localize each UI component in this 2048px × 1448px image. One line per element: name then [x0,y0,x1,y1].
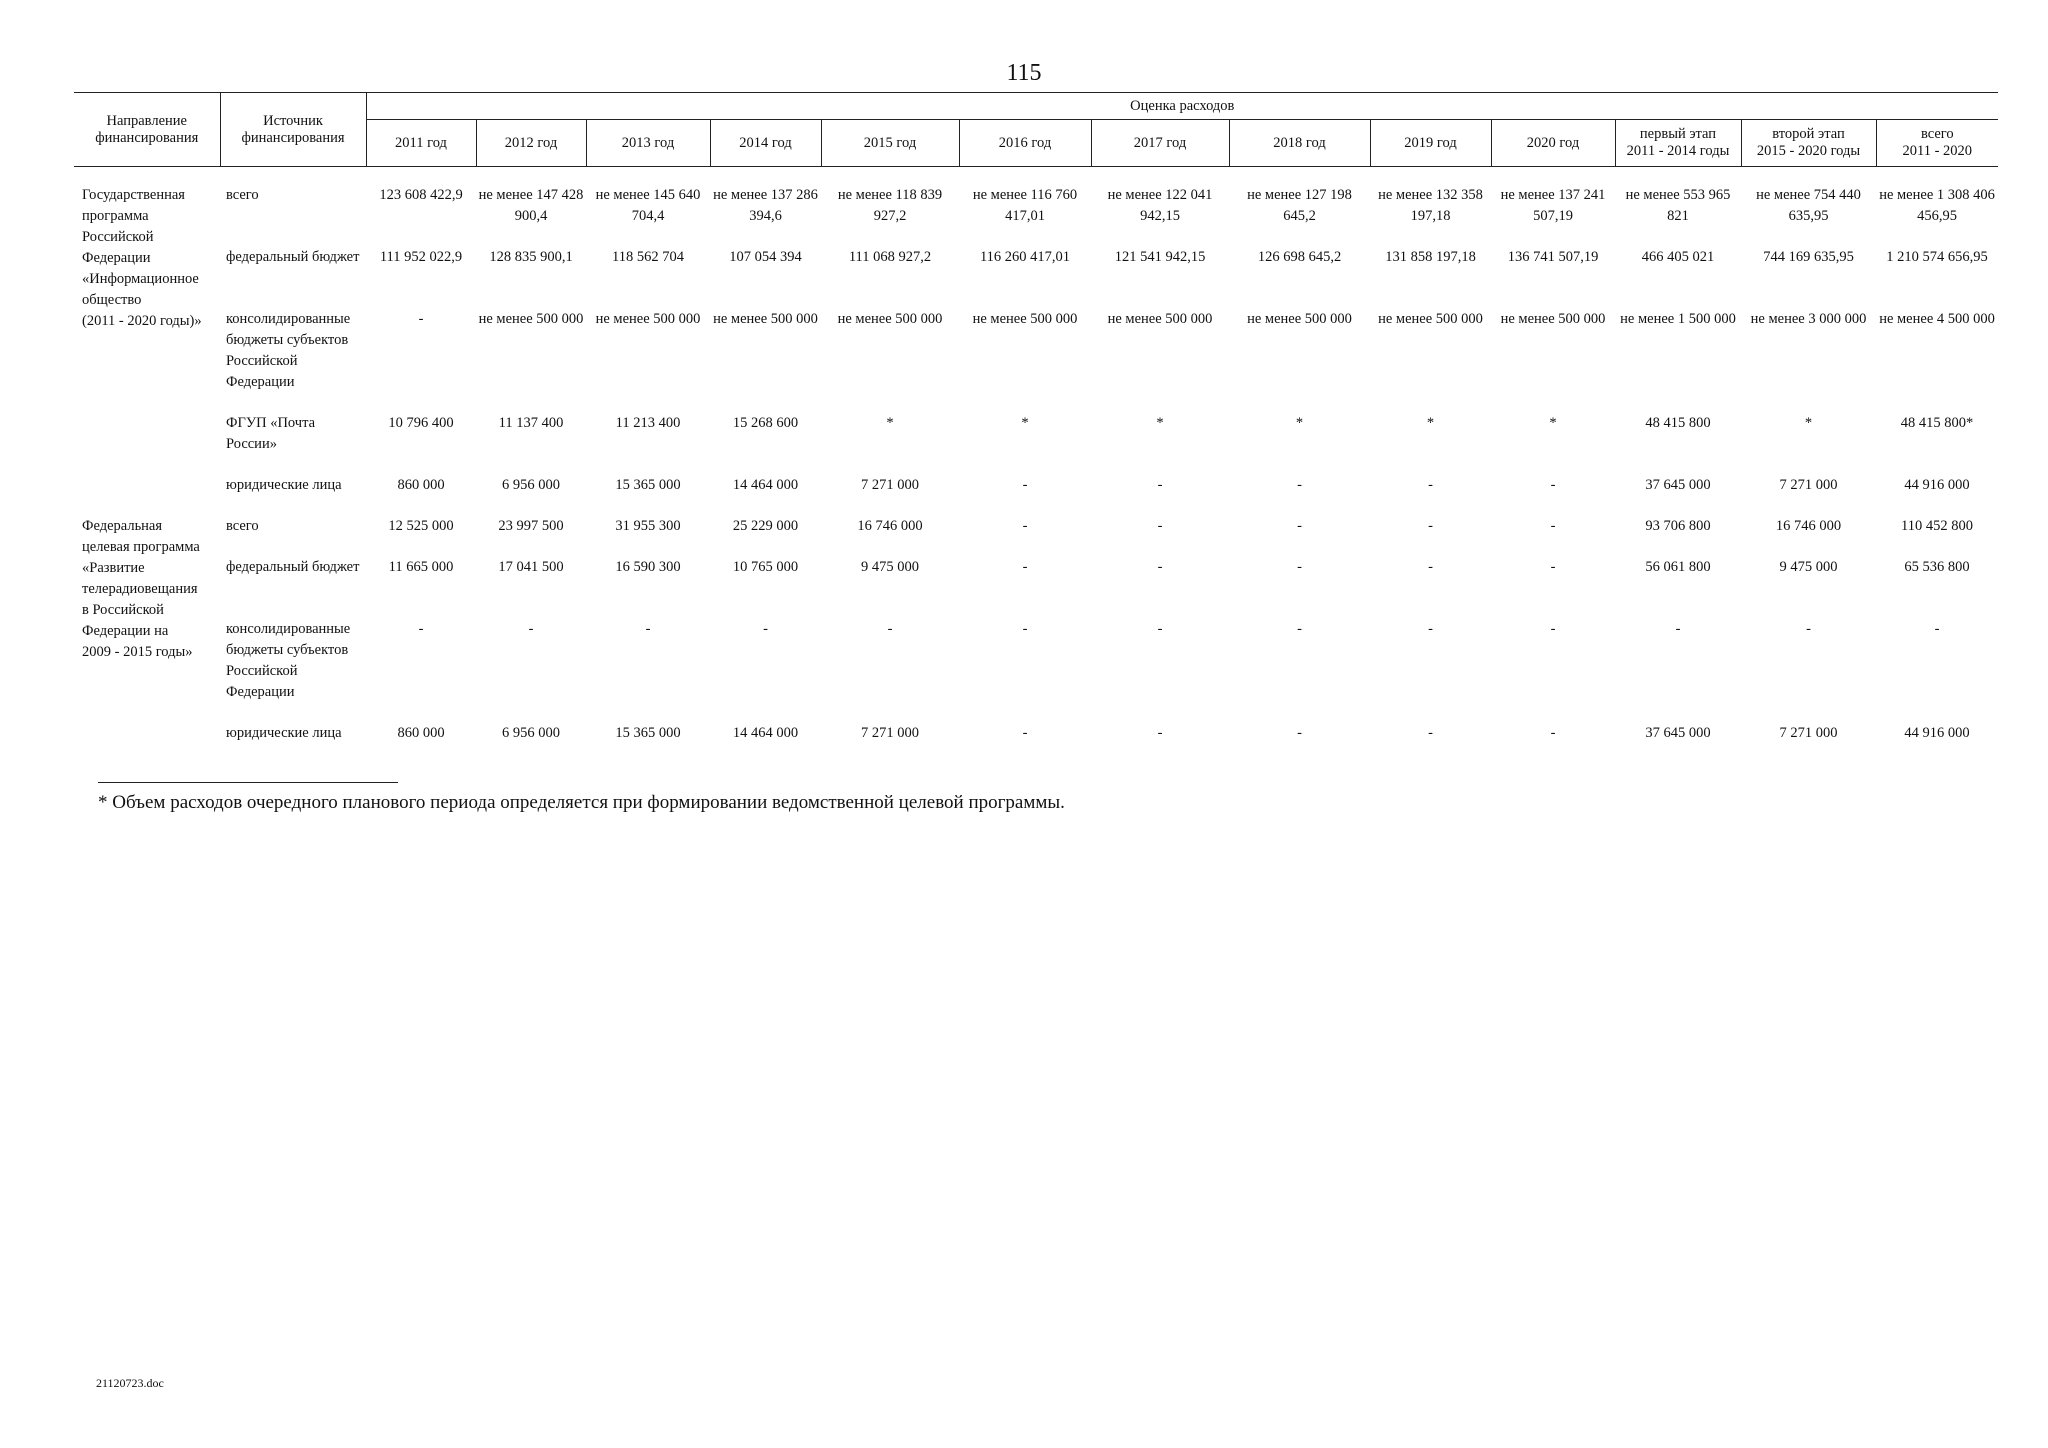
value-cell: 17 041 500 [498,559,564,575]
table-row [74,619,1998,723]
header-stage1-line1: первый этап [1639,126,1717,142]
value-cell: - [1022,477,1028,493]
direction-line: 2009 - 2015 годы» [82,644,193,660]
value-cell: не менее 1 500 000 [1620,311,1736,327]
value-cell: 131 858 197,18 [1385,249,1476,265]
value-cell: - [1022,518,1028,534]
value-cell: 11 213 400 [615,415,681,431]
header-year: 2020 год [1491,120,1615,167]
table-row [74,723,1998,764]
value-cell: не менее 116 760 417,01 [972,187,1078,224]
header-stage1-line2: 2011 - 2014 годы [1626,143,1730,159]
value-cell: не менее 137 286 394,6 [713,187,818,224]
value-cell: 1 210 574 656,95 [1886,249,1988,265]
direction-line: программа [82,208,149,224]
value-cell: не менее 127 198 645,2 [1247,187,1352,224]
value-cell: 56 061 800 [1645,559,1711,575]
value-cell: не менее 147 428 900,4 [478,187,584,224]
value-cell: - [1428,477,1433,493]
spacer-row [74,167,1998,186]
value-cell: - [1428,725,1433,741]
value-cell: 9 475 000 [1779,559,1838,575]
value-cell: 6 956 000 [502,725,560,741]
source-cell: ФГУП «Почта России» [226,415,316,452]
value-cell: 860 000 [397,477,445,493]
source-cell: юридические лица [226,725,342,741]
value-cell: 65 536 800 [1904,559,1970,575]
value-cell: 15 268 600 [732,415,799,431]
direction-line: Российской [82,229,154,245]
header-year: 2017 год [1091,120,1229,167]
direction-cell [74,185,220,516]
value-cell: 126 698 645,2 [1257,249,1342,265]
value-cell: * [1295,415,1304,431]
value-cell: * [1021,415,1029,431]
direction-line: Федерации на [82,623,169,639]
value-cell: не менее 500 000 [1247,311,1352,327]
table-body [74,167,1998,765]
value-cell: 16 746 000 [857,518,923,534]
value-cell: - [645,621,651,637]
value-cell: - [1934,621,1940,637]
value-cell: - [1022,725,1028,741]
value-cell: не менее 500 000 [837,311,943,327]
value-cell: не менее 132 358 197,18 [1378,187,1483,224]
direction-line: «Развитие [82,560,145,576]
value-cell: - [1157,518,1163,534]
header-source: Источник финансирования [220,93,366,167]
direction-line: Государственная [82,187,185,203]
header-total [1876,120,1998,167]
value-cell: 466 405 021 [1641,249,1715,265]
value-cell: 48 415 800 [1645,415,1711,431]
value-cell: - [1806,621,1811,637]
value-cell: - [1550,559,1556,575]
value-cell: не менее 4 500 000 [1879,311,1995,327]
value-cell: 12 525 000 [388,518,454,534]
value-cell: не менее 553 965 821 [1625,187,1731,224]
page-number: 115 [1006,60,1042,86]
value-cell: - [1550,477,1556,493]
value-cell: - [1297,621,1302,637]
value-cell: не менее 500 000 [478,311,584,327]
table-row [74,516,1998,557]
value-cell: - [1428,518,1433,534]
value-cell: 15 365 000 [615,725,681,741]
direction-line: (2011 - 2020 годы)» [82,313,202,329]
value-cell: 16 590 300 [615,559,681,575]
value-cell: - [1297,477,1302,493]
value-cell: - [1022,559,1028,575]
direction-line: Федерации [82,250,151,266]
value-cell: не менее 500 000 [1378,311,1483,327]
source-cell: юридические лица [226,477,342,493]
value-cell: - [1550,621,1556,637]
direction-cell [74,516,220,764]
value-cell: 7 271 000 [1779,477,1838,493]
table-row [74,185,1998,247]
value-cell: 44 916 000 [1904,477,1970,493]
value-cell: 111 068 927,2 [848,249,932,265]
header-year: 2012 год [476,120,586,167]
value-cell: 14 464 000 [732,477,799,493]
header-year: 2019 год [1370,120,1491,167]
direction-line: целевая программа [82,539,200,555]
table-row [74,413,1998,475]
value-cell: - [1297,559,1302,575]
value-cell: 860 000 [397,725,445,741]
value-cell: - [418,311,424,327]
header-stage2 [1741,120,1876,167]
value-cell: - [1157,621,1163,637]
source-cell: всего [226,187,259,203]
value-cell: 107 054 394 [729,249,802,265]
value-cell: - [1297,518,1302,534]
value-cell: 15 365 000 [615,477,681,493]
value-cell: не менее 500 000 [972,311,1078,327]
value-cell: - [763,621,768,637]
header-stage2-line1: второй этап [1772,126,1845,142]
value-cell: 11 665 000 [388,559,454,575]
source-cell: федеральный бюджет [226,559,360,575]
value-cell: - [1550,518,1556,534]
value-cell: * [1549,415,1557,431]
value-cell: * [886,415,894,431]
direction-line: в Российской [82,602,164,618]
value-cell: не менее 3 000 000 [1750,311,1867,327]
value-cell: 10 796 400 [388,415,454,431]
value-cell: - [1428,559,1433,575]
value-cell: 10 765 000 [732,559,799,575]
header-total-line2: 2011 - 2020 [1902,143,1973,159]
direction-line: телерадиовещания [82,581,198,597]
footnote: * Объем расходов очередного планового периода определяется при формировании ведомственной целевой программы. [98,792,1065,813]
header-year: 2015 год [821,120,959,167]
value-cell: - [418,621,424,637]
value-cell: - [1157,725,1163,741]
value-cell: 93 706 800 [1645,518,1711,534]
value-cell: 25 229 000 [732,518,799,534]
header-year: 2011 год [366,120,476,167]
budget-table [74,92,1998,764]
value-cell: - [1157,477,1163,493]
file-reference: 21120723.doc [96,1376,164,1390]
source-cell: федеральный бюджет [226,249,360,265]
value-cell: - [1022,621,1028,637]
value-cell: 7 271 000 [861,477,919,493]
value-cell: 44 916 000 [1904,725,1970,741]
table-row [74,475,1998,516]
source-cell: всего [226,518,259,534]
value-cell: не менее 500 000 [1500,311,1606,327]
direction-line: Федеральная [82,518,163,534]
value-cell: 6 956 000 [502,477,560,493]
value-cell: - [1297,725,1302,741]
header-stage2-line2: 2015 - 2020 годы [1756,143,1861,159]
direction-line: общество [82,292,142,308]
value-cell: 116 260 417,01 [979,249,1071,265]
value-cell: 123 608 422,9 [379,187,463,203]
value-cell: не менее 500 000 [595,311,701,327]
value-cell: 128 835 900,1 [489,249,573,265]
table-row [74,309,1998,413]
value-cell: 111 952 022,9 [379,249,463,265]
value-cell: 118 562 704 [612,249,684,265]
footnote-divider [98,782,398,783]
value-cell: 7 271 000 [861,725,919,741]
header-year: 2016 год [959,120,1091,167]
value-cell: * [1156,415,1164,431]
value-cell: 14 464 000 [732,725,799,741]
value-cell: 16 746 000 [1775,518,1842,534]
value-cell: не менее 122 041 942,15 [1107,187,1213,224]
value-cell: - [1675,621,1681,637]
spacer-cell [74,167,1998,186]
source-cell: консолидированные бюджеты субъектов Российской Федерации [226,311,351,390]
header-total-line1: всего [1920,126,1954,142]
header-cost-estimate: Оценка расходов [366,93,1998,120]
value-cell: не менее 118 839 927,2 [837,187,943,224]
value-cell: 37 645 000 [1645,477,1711,493]
value-cell: - [1157,559,1163,575]
source-cell: консолидированные бюджеты субъектов Российской Федерации [226,621,351,700]
value-cell: 23 997 500 [498,518,564,534]
value-cell: * [1804,415,1813,431]
value-cell: 110 452 800 [1901,518,1974,534]
table-header-row [74,93,1998,120]
header-year: 2018 год [1229,120,1370,167]
value-cell: 37 645 000 [1645,725,1711,741]
value-cell: не менее 500 000 [1107,311,1213,327]
table-row [74,247,1998,309]
value-cell: 9 475 000 [861,559,919,575]
value-cell: - [528,621,534,637]
table-row [74,557,1998,619]
value-cell: не менее 137 241 507,19 [1500,187,1606,224]
value-cell: * [1426,415,1435,431]
header-stage1 [1615,120,1741,167]
header-direction: Направление финансирования [74,93,220,167]
value-cell: 7 271 000 [1779,725,1838,741]
value-cell: 136 741 507,19 [1507,249,1599,265]
value-cell: не менее 500 000 [713,311,818,327]
value-cell: не менее 1 308 406 456,95 [1879,187,1995,224]
value-cell: - [1550,725,1556,741]
value-cell: не менее 145 640 704,4 [595,187,701,224]
value-cell: не менее 754 440 635,95 [1756,187,1861,224]
direction-line: «Информационное [82,271,199,287]
value-cell: 31 955 300 [615,518,681,534]
value-cell: - [887,621,893,637]
header-year: 2014 год [710,120,821,167]
value-cell: - [1428,621,1433,637]
value-cell: 11 137 400 [498,415,564,431]
value-cell: 48 415 800* [1900,415,1974,431]
header-year: 2013 год [586,120,710,167]
value-cell: 744 169 635,95 [1763,249,1854,265]
value-cell: 121 541 942,15 [1114,249,1206,265]
